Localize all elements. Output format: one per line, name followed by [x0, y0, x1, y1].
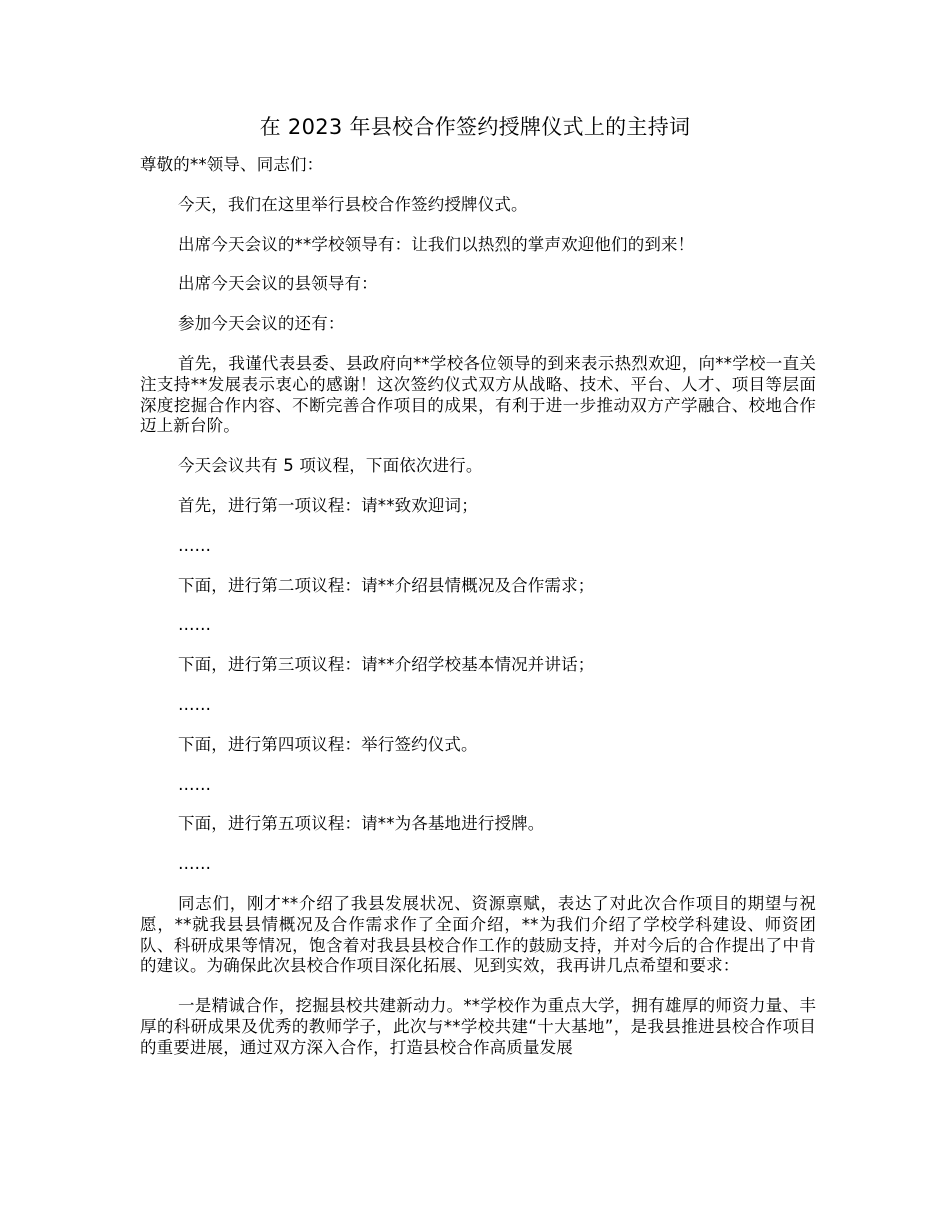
- paragraph-other-attendees: 参加今天会议的还有：: [178, 314, 345, 334]
- paragraph-ellipsis: ……: [178, 615, 211, 635]
- paragraph-summary: 同志们，刚才**介绍了我县发展状况、资源禀赋，表达了对此次合作项目的期望与祝愿，**就我县县情概况及合作需求作了全面介绍，**为我们介绍了学校学科建设、师资团队、科研成果等情况，饱含着对我县县校合作工作的鼓励支持，并对今后的合作提出了中肯的建议。为确保此次县校合作项目深化拓展、见到实效，我再讲几点希望和要求：: [140, 893, 816, 976]
- paragraph-ellipsis: ……: [178, 535, 211, 555]
- paragraph-opening: 今天，我们在这里举行县校合作签约授牌仪式。: [178, 194, 528, 214]
- paragraph-ellipsis: ……: [178, 694, 211, 714]
- document-body: [140, 155, 816, 1078]
- paragraph-agenda-item-5: 下面，进行第五项议程：请**为各基地进行授牌。: [178, 814, 545, 834]
- paragraph-agenda-item-4: 下面，进行第四项议程：举行签约仪式。: [178, 734, 478, 754]
- paragraph-agenda-item-3: 下面，进行第三项议程：请**介绍学校基本情况并讲话；: [178, 655, 595, 675]
- document-title: 在 2023 年县校合作签约授牌仪式上的主持词: [259, 115, 691, 139]
- paragraph-agenda-item-2: 下面，进行第二项议程：请**介绍县情概况及合作需求；: [178, 575, 595, 595]
- paragraph-point-one: 一是精诚合作，挖掘县校共建新动力。**学校作为重点大学，拥有雄厚的师资力量、丰厚的科研成果及优秀的教师学子，此次与**学校共建“十大基地”，是我县推进县校合作项目的重要进展，通过双方深入合作，打造县校合作高质量发展: [140, 996, 816, 1057]
- paragraph-school-leaders: 出席今天会议的**学校领导有：让我们以热烈的掌声欢迎他们的到来！: [178, 234, 695, 254]
- paragraph-agenda-intro: 今天会议共有 5 项议程，下面依次进行。: [178, 456, 483, 476]
- paragraph-ellipsis: ……: [178, 774, 211, 794]
- paragraph-welcome: 首先，我谨代表县委、县政府向**学校各位领导的到来表示热烈欢迎，向**学校一直关注支持**发展表示衷心的感谢！这次签约仪式双方从战略、技术、平台、人才、项目等层面深度挖掘合作内容、不断完善合作项目的成果，有利于进一步推动双方产学融合、校地合作迈上新台阶。: [140, 353, 816, 436]
- paragraph-agenda-item-1: 首先，进行第一项议程：请**致欢迎词；: [178, 495, 478, 515]
- paragraph-county-leaders: 出席今天会议的县领导有：: [178, 274, 378, 294]
- salutation: 尊敬的**领导、同志们：: [140, 155, 324, 174]
- paragraph-ellipsis: ……: [178, 854, 211, 874]
